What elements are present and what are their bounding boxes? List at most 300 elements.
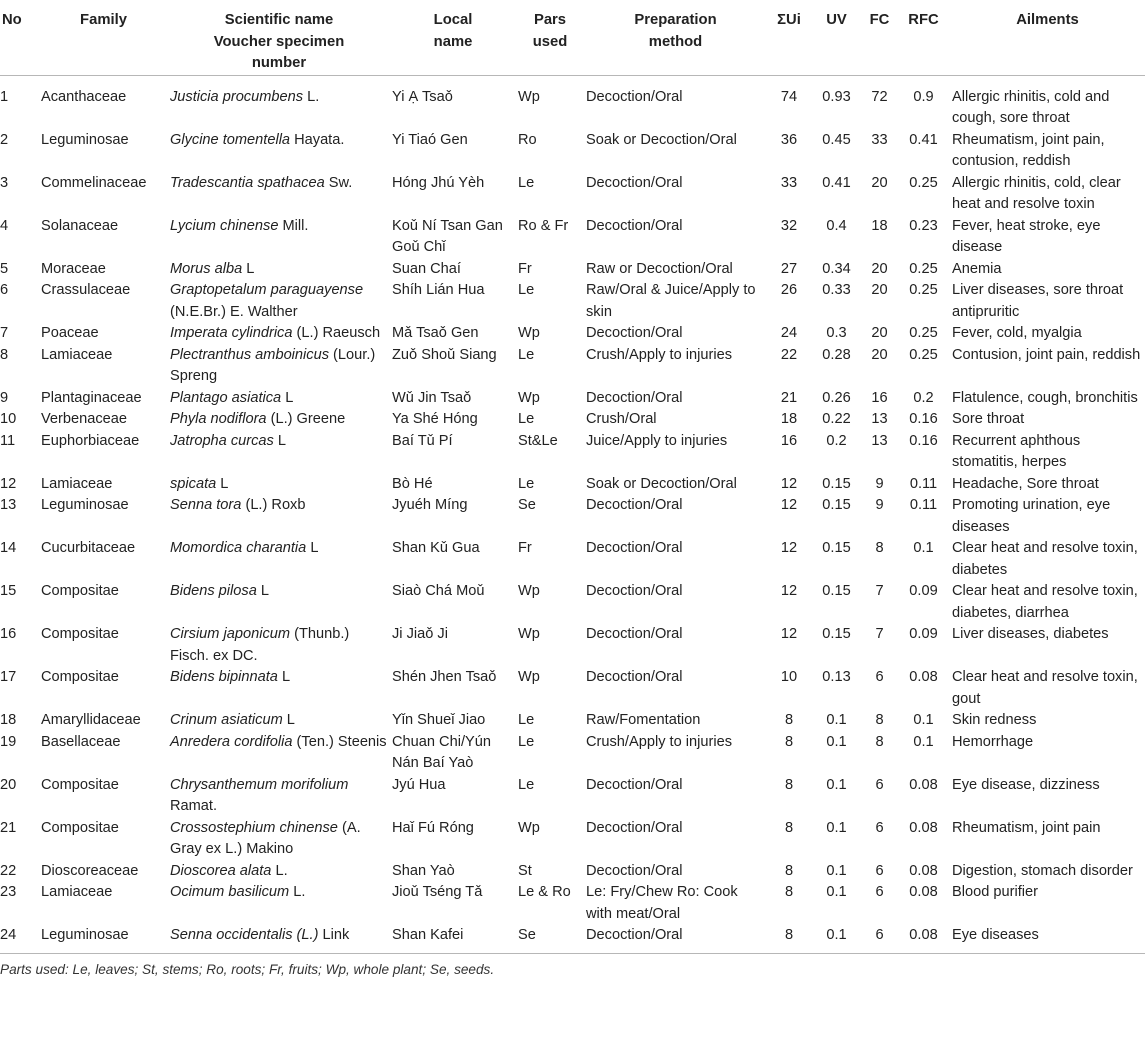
header-scientific-line1: Scientific name	[224, 12, 334, 28]
cell-local-name: Ya Shé Hóng	[392, 411, 478, 427]
scientific-binomial: Anredera cordifolia	[170, 733, 293, 750]
cell-no: 22	[0, 862, 17, 879]
cell-scientific-name	[168, 280, 390, 323]
cell-sum-ui: 8	[784, 776, 794, 793]
header-local-line1: Local	[433, 12, 473, 28]
scientific-binomial: Crinum asiaticum	[170, 712, 283, 728]
cell-ailments: Sore throat	[952, 411, 1025, 427]
cell-uv: 0.2	[826, 432, 847, 449]
cell-fc: 16	[871, 389, 888, 406]
cell-sum-ui: 8	[784, 819, 794, 836]
cell-scientific-name	[168, 173, 390, 216]
table-row	[0, 925, 1145, 953]
cell-scientific-name	[168, 474, 390, 496]
cell-scientific-name	[168, 818, 390, 861]
scientific-authority: L	[277, 669, 291, 685]
cell-parts-used: Fr	[518, 260, 532, 277]
scientific-binomial: Bidens pilosa	[170, 583, 257, 599]
cell-ailments: Fever, heat stroke, eye disease	[952, 217, 1101, 255]
cell-parts-used: Ro	[518, 131, 537, 148]
header-scientific-line3: number	[251, 55, 307, 71]
cell-sum-ui: 22	[780, 346, 798, 363]
cell-fc: 20	[871, 282, 888, 298]
cell-rfc: 0.16	[909, 411, 938, 427]
scientific-authority: L	[242, 260, 255, 277]
cell-preparation-method: Decoction/Oral	[586, 862, 683, 879]
scientific-binomial: Plantago asiatica	[170, 389, 282, 406]
cell-uv: 0.34	[822, 260, 851, 277]
cell-fc: 13	[871, 411, 888, 427]
scientific-authority: L	[282, 712, 295, 728]
cell-fc: 6	[875, 862, 884, 879]
cell-uv: 0.15	[822, 540, 851, 556]
cell-no: 7	[0, 325, 9, 341]
scientific-binomial: Justicia procumbens	[170, 88, 304, 105]
scientific-binomial: Bidens bipinnata	[170, 669, 278, 685]
cell-no: 6	[0, 282, 9, 298]
scientific-binomial: Senna occidentalis (L.)	[170, 927, 319, 943]
cell-family: Commelinaceae	[41, 174, 147, 191]
cell-parts-used: St&Le	[518, 432, 558, 449]
scientific-binomial: Lycium chinense	[170, 217, 279, 234]
cell-rfc: 0.08	[909, 884, 938, 900]
cell-parts-used: Le	[518, 475, 535, 492]
table-row	[0, 280, 1145, 323]
cell-scientific-name	[168, 409, 390, 431]
cell-scientific-name	[168, 130, 390, 173]
cell-sum-ui: 33	[780, 174, 798, 191]
cell-fc: 7	[875, 583, 884, 599]
cell-local-name: Baí Tǔ Pí	[392, 432, 453, 449]
cell-uv: 0.33	[822, 282, 851, 298]
cell-parts-used: Le	[518, 712, 535, 728]
cell-scientific-name	[168, 775, 390, 818]
cell-fc: 9	[875, 475, 884, 492]
cell-family: Leguminosae	[41, 131, 129, 148]
cell-sum-ui: 8	[784, 884, 794, 900]
cell-ailments: Promoting urination, eye diseases	[952, 497, 1111, 535]
scientific-binomial: Dioscorea alata	[170, 862, 272, 879]
cell-parts-used: Wp	[518, 389, 540, 406]
cell-rfc: 0.09	[909, 583, 938, 599]
scientific-authority: (Lour.) Spreng	[170, 346, 376, 384]
cell-local-name: Zuǒ Shoǔ Siang	[392, 346, 497, 363]
cell-family: Compositae	[41, 626, 119, 642]
cell-uv: 0.45	[822, 131, 851, 148]
scientific-binomial: Senna tora	[170, 497, 242, 513]
table-row	[0, 474, 1145, 496]
scientific-authority: L	[306, 540, 319, 556]
scientific-authority: (L.) Greene	[266, 411, 346, 427]
scientific-authority: L	[281, 389, 294, 406]
scientific-authority: L	[273, 432, 287, 449]
cell-sum-ui: 36	[780, 131, 798, 148]
cell-preparation-method: Decoction/Oral	[586, 497, 683, 513]
cell-preparation-method: Decoction/Oral	[586, 776, 683, 793]
table-body	[0, 75, 1145, 953]
cell-preparation-method: Decoction/Oral	[586, 174, 683, 191]
cell-fc: 13	[871, 432, 888, 449]
cell-sum-ui: 24	[780, 325, 798, 341]
cell-uv: 0.1	[826, 733, 847, 750]
cell-ailments: Skin redness	[952, 712, 1037, 728]
cell-ailments: Rheumatism, joint pain, contusion, reddish	[952, 131, 1105, 169]
cell-uv: 0.93	[822, 88, 851, 105]
cell-family: Compositae	[41, 583, 119, 599]
scientific-binomial: Momordica charantia	[170, 540, 307, 556]
table-row	[0, 388, 1145, 410]
cell-preparation-method: Decoction/Oral	[586, 583, 683, 599]
cell-family: Poaceae	[41, 325, 99, 341]
cell-sum-ui: 12	[780, 583, 798, 599]
cell-scientific-name	[168, 216, 390, 259]
cell-parts-used: Le	[518, 282, 535, 298]
cell-fc: 72	[871, 88, 888, 105]
cell-scientific-name	[168, 667, 390, 710]
scientific-binomial: Glycine tomentella	[170, 131, 291, 148]
cell-preparation-method: Juice/Apply to injuries	[586, 432, 728, 449]
cell-parts-used: Se	[518, 497, 536, 513]
cell-ailments: Contusion, joint pain, reddish	[952, 346, 1141, 363]
table-row	[0, 216, 1145, 259]
cell-fc: 6	[875, 884, 884, 900]
cell-sum-ui: 8	[784, 712, 794, 728]
cell-ailments: Eye diseases	[952, 927, 1039, 943]
cell-no: 18	[0, 712, 17, 728]
cell-uv: 0.15	[822, 626, 851, 642]
cell-scientific-name	[168, 259, 390, 281]
table-row	[0, 495, 1145, 538]
cell-local-name: Wǔ Jin Tsaǒ	[392, 389, 472, 406]
table-row	[0, 75, 1145, 130]
cell-ailments: Anemia	[952, 260, 1002, 277]
cell-no: 8	[0, 346, 9, 363]
cell-rfc: 0.08	[909, 819, 938, 836]
cell-uv: 0.4	[826, 217, 847, 234]
cell-family: Lamiaceae	[41, 475, 113, 492]
cell-sum-ui: 12	[780, 475, 798, 492]
header-uv: UV	[811, 0, 862, 75]
cell-local-name: Jyuéh Míng	[392, 497, 468, 513]
cell-no: 19	[0, 733, 17, 750]
cell-rfc: 0.2	[913, 389, 934, 406]
scientific-binomial: Tradescantia spathacea	[170, 174, 325, 191]
cell-parts-used: Le	[518, 174, 535, 191]
cell-local-name: Shan Kafei	[392, 927, 464, 943]
header-sum-ui: ΣUi	[767, 0, 811, 75]
scientific-authority: L.	[303, 88, 320, 105]
cell-preparation-method: Soak or Decoction/Oral	[586, 475, 737, 492]
cell-sum-ui: 26	[780, 282, 798, 298]
cell-sum-ui: 12	[780, 497, 798, 513]
cell-parts-used: Se	[518, 927, 536, 943]
cell-local-name: Koǔ Ní Tsan Gan Goǔ Chǐ	[392, 217, 503, 255]
cell-ailments: Clear heat and resolve toxin, diabetes, diarrhea	[952, 583, 1138, 621]
cell-scientific-name	[168, 345, 390, 388]
cell-uv: 0.41	[822, 174, 851, 191]
cell-fc: 6	[875, 776, 884, 793]
cell-rfc: 0.25	[909, 174, 938, 191]
cell-family: Compositae	[41, 819, 119, 836]
cell-sum-ui: 8	[784, 733, 794, 750]
cell-no: 14	[0, 540, 17, 556]
cell-parts-used: St	[518, 862, 532, 879]
scientific-authority: Link	[318, 927, 350, 943]
cell-family: Solanaceae	[41, 217, 119, 234]
cell-fc: 20	[871, 325, 888, 341]
cell-local-name: Ji Jiaǒ Ji	[392, 626, 448, 642]
cell-fc: 6	[875, 669, 884, 685]
cell-ailments: Recurrent aphthous stomatitis, herpes	[952, 432, 1081, 470]
cell-uv: 0.1	[826, 862, 847, 879]
header-preparation-method	[584, 0, 767, 75]
cell-fc: 8	[875, 712, 884, 728]
cell-ailments: Fever, cold, myalgia	[952, 325, 1082, 341]
cell-family: Cucurbitaceae	[41, 540, 136, 556]
header-local-name	[390, 0, 516, 75]
header-scientific-name	[168, 0, 390, 75]
cell-preparation-method: Crush/Oral	[586, 411, 657, 427]
header-rfc: RFC	[897, 0, 950, 75]
header-family: Family	[39, 0, 168, 75]
cell-uv: 0.15	[822, 475, 851, 492]
cell-no: 12	[0, 475, 17, 492]
cell-sum-ui: 8	[784, 927, 794, 943]
cell-scientific-name	[168, 75, 390, 130]
cell-ailments: Rheumatism, joint pain	[952, 819, 1101, 836]
scientific-authority: L	[256, 583, 269, 599]
scientific-authority: (L.) Raeusch	[292, 325, 381, 341]
cell-fc: 18	[871, 217, 888, 234]
cell-ailments: Digestion, stomach disorder	[952, 862, 1133, 879]
cell-sum-ui: 16	[780, 432, 798, 449]
cell-parts-used: Wp	[518, 669, 540, 685]
cell-sum-ui: 8	[784, 862, 794, 879]
cell-scientific-name	[168, 882, 390, 925]
cell-rfc: 0.1	[913, 540, 934, 556]
cell-fc: 6	[875, 819, 884, 836]
cell-local-name: Jioǔ Tséng Tǎ	[392, 884, 483, 900]
cell-fc: 9	[875, 497, 884, 513]
cell-ailments: Liver diseases, diabetes	[952, 626, 1109, 642]
scientific-authority: (N.E.Br.) E. Walther	[170, 303, 298, 320]
scientific-binomial: spicata	[170, 475, 217, 492]
table-row	[0, 409, 1145, 431]
cell-family: Lamiaceae	[41, 346, 113, 363]
cell-uv: 0.15	[822, 497, 851, 513]
scientific-binomial: Imperata cylindrica	[170, 325, 293, 341]
cell-sum-ui: 27	[780, 260, 798, 277]
cell-local-name: Mǎ Tsaǒ Gen	[392, 325, 479, 341]
cell-local-name: Chuan Chi/Yún Nán Baí Yaò	[392, 733, 491, 771]
cell-local-name: Bò Hé	[392, 475, 433, 492]
cell-rfc: 0.1	[913, 712, 934, 728]
table-row	[0, 861, 1145, 883]
cell-no: 4	[0, 217, 9, 234]
cell-uv: 0.1	[826, 884, 847, 900]
cell-ailments: Liver diseases, sore throat antipruritic	[952, 282, 1124, 320]
scientific-authority: (Ten.) Steenis	[292, 733, 387, 750]
cell-no: 3	[0, 174, 9, 191]
header-ailments: Ailments	[950, 0, 1145, 75]
cell-no: 24	[0, 927, 17, 943]
table-row	[0, 667, 1145, 710]
cell-uv: 0.13	[822, 669, 851, 685]
scientific-binomial: Jatropha curcas	[170, 432, 274, 449]
cell-parts-used: Le	[518, 776, 535, 793]
header-local-line2: name	[433, 33, 473, 50]
cell-rfc: 0.23	[909, 217, 938, 234]
cell-uv: 0.1	[826, 712, 847, 728]
cell-fc: 6	[875, 927, 884, 943]
cell-fc: 20	[871, 174, 888, 191]
cell-uv: 0.22	[822, 411, 851, 427]
header-scientific-line2: Voucher specimen	[213, 33, 345, 50]
scientific-binomial: Graptopetalum paraguayense	[170, 282, 364, 298]
cell-no: 23	[0, 884, 17, 900]
cell-no: 17	[0, 669, 17, 685]
scientific-authority: (A. Gray ex L.) Makino	[170, 819, 361, 857]
cell-local-name: Jyú Hua	[392, 776, 446, 793]
cell-parts-used: Le	[518, 733, 535, 750]
cell-local-name: Yi Tiaó Gen	[392, 131, 468, 148]
cell-family: Verbenaceae	[41, 411, 128, 427]
cell-rfc: 0.25	[909, 325, 938, 341]
table-row	[0, 775, 1145, 818]
cell-sum-ui: 21	[780, 389, 798, 406]
cell-parts-used: Wp	[518, 819, 540, 836]
cell-family: Moraceae	[41, 260, 106, 277]
cell-preparation-method: Decoction/Oral	[586, 669, 683, 685]
table-row	[0, 323, 1145, 345]
cell-family: Acanthaceae	[41, 88, 127, 105]
cell-preparation-method: Raw/Oral & Juice/Apply to skin	[586, 282, 756, 320]
cell-preparation-method: Raw or Decoction/Oral	[586, 260, 733, 277]
cell-no: 5	[0, 260, 9, 277]
cell-parts-used: Wp	[518, 325, 540, 341]
header-prep-line2: method	[648, 33, 703, 50]
cell-scientific-name	[168, 431, 390, 474]
cell-local-name: Yi Ạ Tsaǒ	[392, 88, 453, 105]
cell-sum-ui: 10	[780, 669, 798, 685]
cell-preparation-method: Le: Fry/Chew Ro: Cook with meat/Oral	[586, 884, 738, 922]
cell-no: 1	[0, 88, 9, 105]
cell-no: 20	[0, 776, 17, 793]
scientific-authority: L.	[289, 884, 306, 900]
cell-uv: 0.3	[826, 325, 847, 341]
cell-preparation-method: Crush/Apply to injuries	[586, 346, 733, 363]
cell-parts-used: Le	[518, 411, 535, 427]
table-row	[0, 732, 1145, 775]
cell-no: 11	[0, 432, 16, 449]
cell-scientific-name	[168, 732, 390, 775]
cell-no: 21	[0, 819, 17, 836]
cell-rfc: 0.9	[913, 88, 934, 105]
cell-preparation-method: Decoction/Oral	[586, 88, 683, 105]
cell-rfc: 0.11	[909, 497, 938, 513]
table-row	[0, 882, 1145, 925]
scientific-binomial: Cirsium japonicum	[170, 626, 291, 642]
cell-parts-used: Ro & Fr	[518, 217, 569, 234]
cell-family: Compositae	[41, 776, 119, 793]
cell-preparation-method: Raw/Fomentation	[586, 712, 701, 728]
cell-sum-ui: 12	[780, 626, 798, 642]
cell-scientific-name	[168, 925, 390, 953]
scientific-authority: L.	[271, 862, 288, 879]
cell-no: 10	[0, 411, 17, 427]
cell-rfc: 0.11	[909, 475, 938, 492]
header-fc: FC	[862, 0, 897, 75]
cell-sum-ui: 32	[780, 217, 798, 234]
cell-rfc: 0.08	[909, 862, 938, 879]
cell-preparation-method: Decoction/Oral	[586, 325, 683, 341]
cell-family: Crassulaceae	[41, 282, 131, 298]
cell-rfc: 0.25	[909, 260, 938, 277]
cell-no: 9	[0, 389, 9, 406]
header-prep-line1: Preparation	[634, 12, 717, 28]
cell-no: 13	[0, 497, 17, 513]
table-row	[0, 431, 1145, 474]
scientific-binomial: Ocimum basilicum	[170, 884, 290, 900]
cell-fc: 7	[875, 626, 884, 642]
cell-rfc: 0.25	[909, 282, 938, 298]
header-parts-used	[516, 0, 584, 75]
cell-preparation-method: Crush/Apply to injuries	[586, 733, 733, 750]
cell-fc: 33	[871, 131, 888, 148]
table-row	[0, 345, 1145, 388]
table-row	[0, 624, 1145, 667]
table-footnote: Parts used: Le, leaves; St, stems; Ro, roots; Fr, fruits; Wp, whole plant; Se, seeds.	[0, 961, 495, 977]
cell-rfc: 0.16	[909, 432, 938, 449]
cell-family: Dioscoreaceae	[41, 862, 139, 879]
table-row	[0, 818, 1145, 861]
scientific-authority: (Thunb.) Fisch. ex DC.	[170, 626, 350, 664]
cell-preparation-method: Soak or Decoction/Oral	[586, 131, 737, 148]
scientific-authority: (L.) Roxb	[241, 497, 306, 513]
cell-family: Basellaceae	[41, 733, 121, 750]
cell-local-name: Haǐ Fú Róng	[392, 819, 474, 836]
cell-ailments: Clear heat and resolve toxin, gout	[952, 669, 1138, 707]
cell-parts-used: Le	[518, 346, 535, 363]
scientific-binomial: Crossostephium chinense	[170, 819, 338, 836]
cell-scientific-name	[168, 861, 390, 883]
scientific-authority: Mill.	[278, 217, 309, 234]
cell-scientific-name	[168, 495, 390, 538]
scientific-binomial: Morus alba	[170, 260, 243, 277]
cell-family: Lamiaceae	[41, 884, 113, 900]
cell-rfc: 0.08	[909, 927, 938, 943]
cell-local-name: Shén Jhen Tsaǒ	[392, 669, 497, 685]
cell-ailments: Allergic rhinitis, cold and cough, sore throat	[952, 88, 1110, 126]
cell-parts-used: Fr	[518, 540, 532, 556]
cell-local-name: Shan Kǔ Gua	[392, 540, 480, 556]
table-header	[0, 0, 1145, 75]
cell-scientific-name	[168, 710, 390, 732]
cell-fc: 20	[871, 346, 888, 363]
scientific-authority: Hayata.	[290, 131, 345, 148]
cell-family: Leguminosae	[41, 927, 129, 943]
scientific-binomial: Phyla nodiflora	[170, 411, 267, 427]
cell-family: Compositae	[41, 669, 119, 685]
cell-rfc: 0.1	[913, 733, 934, 750]
cell-scientific-name	[168, 323, 390, 345]
scientific-authority: Ramat.	[170, 798, 218, 814]
table-row	[0, 581, 1145, 624]
cell-rfc: 0.08	[909, 669, 938, 685]
scientific-binomial: Plectranthus amboinicus	[170, 346, 329, 363]
cell-fc: 8	[875, 733, 884, 750]
cell-parts-used: Wp	[518, 88, 540, 105]
